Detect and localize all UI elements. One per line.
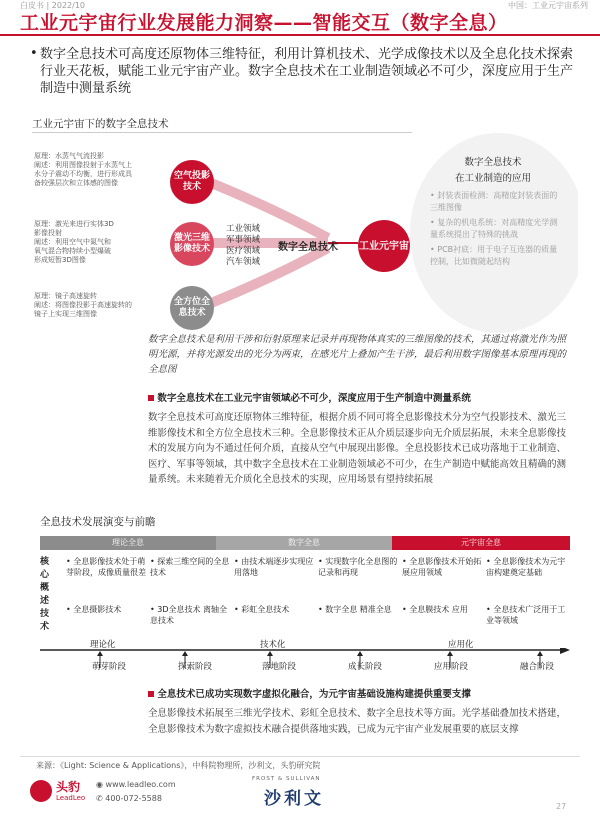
note-3: 原理：镜子高速旋转 阐述：将图像投影于高速旋转的 镜子上实现三维图像 [34, 292, 132, 318]
logo-cn: 头豹 [56, 780, 81, 794]
list-item: • PCB衬底：用于电子互连器的质量控制，比如微随起结构 [430, 245, 558, 266]
cell-12: • 全息技术广泛用于工业等领域 [486, 605, 566, 625]
right-title-2: 在工业制造的应用 [454, 173, 531, 184]
field-list: 工业领域 军事领域 医疗领域 汽车领域 [226, 224, 261, 267]
section3-heading: 全息技术已成功实现数字虚拟化融合，为元宇宙基础设施构建提供重要支撑 [148, 686, 471, 700]
phase-tech: 技术化 [260, 640, 286, 650]
hologram-diagram [28, 108, 578, 338]
cell-11: • 全息膜技术 应用 [402, 605, 468, 614]
stage-3: 落地阶段 [262, 662, 297, 672]
logo-en: LeadLeo [56, 794, 86, 802]
source-note: 来源：《Light: Science & Applications》，中科院物理所，沙利文，头豹研究院 [36, 761, 321, 770]
cell-7: • 全息摄影技术 [66, 605, 122, 614]
footer-divider [20, 756, 580, 757]
cell-8: • 3D全息技术 离轴全息技术 [150, 605, 228, 625]
cell-5: • 全息影像技术开始拓展应用领域 [402, 557, 482, 577]
square-bullet-icon [148, 691, 154, 697]
list-item: • 封装表面检测：高精度封装表面的三维图像 [430, 191, 558, 212]
cell-2: • 探索三维空间的全息技术 [150, 557, 230, 577]
timeline-title: 全息技术发展演变与前瞻 [40, 516, 156, 528]
core-circle: 工业元宇宙 [358, 220, 410, 272]
stage-1: 萌芽阶段 [92, 662, 127, 672]
bullet-icon: • [30, 46, 38, 61]
right-title-1: 数字全息技术 [464, 157, 522, 168]
partner-small: FROST & SULLIVAN [252, 776, 321, 782]
full-hologram-circle: 全方位全息技术 [170, 286, 214, 330]
cell-1: • 全息影像技术处于萌芽阶段，成像质量很差 [66, 557, 146, 577]
center-label: 数字全息技术 [278, 242, 338, 253]
intro-text: 数字全息技术可高度还原物体三维特征，利用计算机技术、光学成像技术以及全息化技术探索行业天花板，赋能工业元宇宙产业。数字全息技术在工业制造领域必不可少，深度应用于生产制造中测量系统 [40, 47, 574, 96]
leadleo-logo-icon [30, 780, 52, 802]
square-bullet-icon [148, 395, 154, 401]
cell-3: • 由技术端逐步实现应用落地 [234, 557, 314, 577]
laser-3d-circle: 激光三维影像技术 [170, 222, 214, 266]
section3-body: 全息影像技术拓展至三维光学技术、彩虹全息技术、数字全息技术等方面。光学基础叠加技术搭建，全息影像技术为数字虚拟技术融合提供落地实践，已成为元宇宙产业发展重要的底层支撑 [148, 708, 567, 735]
row-label: 核心概述技术 [40, 557, 50, 632]
cell-4: • 实现数字化全息图的记录和再现 [318, 557, 398, 577]
section2-heading: 数字全息技术在工业元宇宙领域必不可少，深度应用于生产制造中测量系统 [148, 390, 471, 404]
header-right: 中国：工业元宇宙系列 [508, 1, 588, 10]
note-1: 原理：水蒸气气流投影 阐述：利用图像投射于水蒸气上 水分子震动不均衡，进行形成具 备较强层次和立体感的图像 [34, 152, 132, 187]
diagram-caption: 数字全息技术是利用干涉和衍射原理来记录并再现物体真实的三维图像的技术，其通过将激光作为照明光源，并将光源发出的光分为两束，在感光片上叠加产生干涉，最后利用数字图像基本原理再现的全息图 [148, 334, 567, 375]
section2-body: 数字全息技术可高度还原物体三维特征，根据介质不同可将全息影像技术分为空气投影技术、激光三维影像技术和全方位全息技术三种。全息影像技术正从介质层逐步向无介质层拓展，未来全息影像技术的发展方向为不通过任何介质，直接从空气中展现出影像。全息投影技术已成功落地于工业制造、医疗、军事等领域，其中数字全息技术在工业制造领域必不可少，在生产制造中赋能高效且精确的测量系统。未来随着无介质化全息技术的实现，应用场景有望持续拓展 [148, 412, 567, 485]
cell-9: • 彩虹全息技术 [234, 605, 290, 614]
phone-number: ✆ 400-072-5588 [96, 794, 162, 803]
list-item: • 复杂的机电系统：对高精度光学测量系统提出了特殊的挑战 [430, 218, 558, 239]
page-title: 工业元宇宙行业发展能力洞察——智能交互（数字全息） [20, 12, 508, 34]
stage-5: 应用阶段 [434, 662, 469, 672]
era-theory: 理论全息 [40, 536, 216, 550]
phase-app: 应用化 [448, 640, 474, 650]
stage-6: 融合阶段 [520, 662, 555, 672]
timeline-row-2 [66, 604, 570, 632]
era-metaverse: 元宇宙全息 [392, 536, 570, 550]
header-left: 白皮书 | 2022/10 [20, 1, 86, 10]
phone-icon: ✆ [96, 794, 103, 803]
stage-4: 成长阶段 [348, 662, 383, 672]
globe-icon: ◉ [96, 780, 103, 789]
timeline-row-1 [66, 556, 570, 602]
website-link[interactable]: ◉ www.leadleo.com [96, 780, 176, 789]
stage-2: 探索阶段 [178, 662, 213, 672]
right-list [430, 190, 558, 267]
page-number: 27 [556, 802, 567, 811]
diagram-title: 工业元宇宙下的数字全息技术 [32, 118, 169, 130]
air-projection-circle: 空气投影技术 [170, 160, 214, 204]
title-divider [0, 34, 600, 36]
note-2: 原理：激光来进行实体3D 影像投射 阐述：利用空气中氮气和 氧气混合物持续小型爆破 形成短暂3D图像 [34, 220, 114, 264]
era-bar [40, 536, 570, 550]
era-digital: 数字全息 [216, 536, 392, 550]
phase-theory: 理论化 [90, 640, 116, 650]
cell-6: • 全息影像技术为元宇宙构建奠定基础 [486, 557, 566, 577]
partner-logo: 沙利文 [264, 789, 324, 809]
cell-10: • 数字全息 精准全息 [318, 605, 392, 614]
